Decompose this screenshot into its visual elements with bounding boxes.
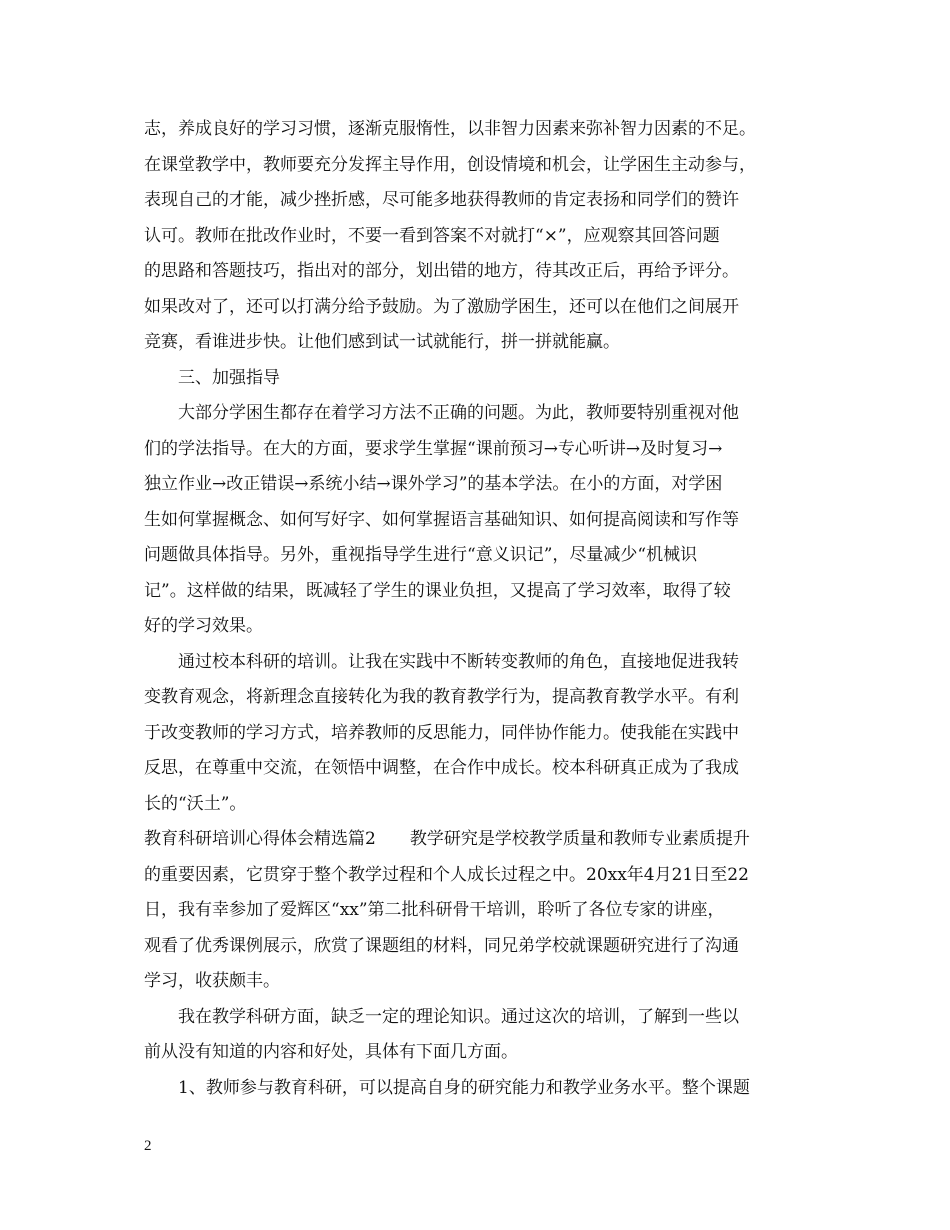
text-line: 1、教师参与教育科研，可以提高自身的研究能力和教学业务水平。整个课题	[178, 1077, 750, 1098]
article-title-line: 教育科研培训心得体会精选篇2 教学研究是学校教学质量和教师专业素质提升	[144, 829, 750, 849]
text-line: 们的学法指导。在大的方面，要求学生掌握“课前预习→专心听讲→及时复习→	[144, 438, 723, 459]
text-line: 问题做具体指导。另外，重视指导学生进行“意义识记”，尽量减少“机械识	[144, 545, 698, 565]
text-line: 日，我有幸参加了爱辉区“xx”第二批科研骨干培训，聆听了各位专家的讲座，	[144, 900, 725, 920]
text-line: 前从没有知道的内容和好处，具体有下面几方面。	[144, 1042, 518, 1062]
text-line: 反思，在尊重中交流，在领悟中调整，在合作中成长。校本科研真正成为了我成	[144, 758, 739, 778]
text-line: 变教育观念，将新理念直接转化为我的教育教学行为，提高教育教学水平。有利	[144, 687, 739, 707]
text-line: 在课堂教学中，教师要充分发挥主导作用，创设情境和机会，让学困生主动参与，	[144, 154, 756, 175]
section-heading: 三、加强指导	[178, 367, 280, 388]
text-line: 表现自己的才能，减少挫折感，尽可能多地获得教师的肯定表扬和同学们的赞许	[144, 190, 739, 210]
text-line: 好的学习效果。	[144, 616, 263, 636]
text-line: 大部分学困生都存在着学习方法不正确的问题。为此，教师要特别重视对他	[178, 403, 739, 423]
document-body	[144, 112, 816, 1106]
text-line: 独立作业→改正错误→系统小结→课外学习”的基本学法。在小的方面，对学困	[144, 474, 723, 494]
text-line: 生如何掌握概念、如何写好字、如何掌握语言基础知识、如何提高阅读和写作等	[144, 509, 739, 530]
page-number: 2	[144, 1138, 152, 1154]
text-line: 学习，收获颇丰。	[144, 971, 280, 991]
text-line: 志，养成良好的学习习惯，逐渐克服惰性，以非智力因素来弥补智力因素的不足。	[144, 119, 756, 139]
text-line: 认可。教师在批改作业时，不要一看到答案不对就打“×”，应观察其回答问题	[144, 225, 720, 246]
text-line: 记”。这样做的结果，既减轻了学生的课业负担，又提高了学习效率，取得了较	[144, 580, 731, 601]
text-line: 长的“沃土”。	[144, 793, 247, 814]
text-line: 于改变教师的学习方式，培养教师的反思能力，同伴协作能力。使我能在实践中	[144, 722, 739, 743]
text-line: 竞赛，看谁进步快。让他们感到试一试就能行，拼一拼就能赢。	[144, 332, 620, 352]
text-line: 的思路和答题技巧，指出对的部分，划出错的地方，待其改正后，再给予评分。	[144, 261, 739, 281]
text-line: 如果改对了，还可以打满分给予鼓励。为了激励学困生，还可以在他们之间展开	[144, 296, 739, 317]
text-line: 的重要因素，它贯穿于整个教学过程和个人成长过程之中。20xx年4月21日至22	[144, 864, 749, 885]
text-line: 观看了优秀课例展示，欣赏了课题组的材料，同兄弟学校就课题研究进行了沟通	[144, 935, 739, 956]
text-line: 通过校本科研的培训。让我在实践中不断转变教师的角色，直接地促进我转	[178, 651, 739, 672]
text-line: 我在教学科研方面，缺乏一定的理论知识。通过这次的培训，了解到一些以	[178, 1006, 739, 1027]
